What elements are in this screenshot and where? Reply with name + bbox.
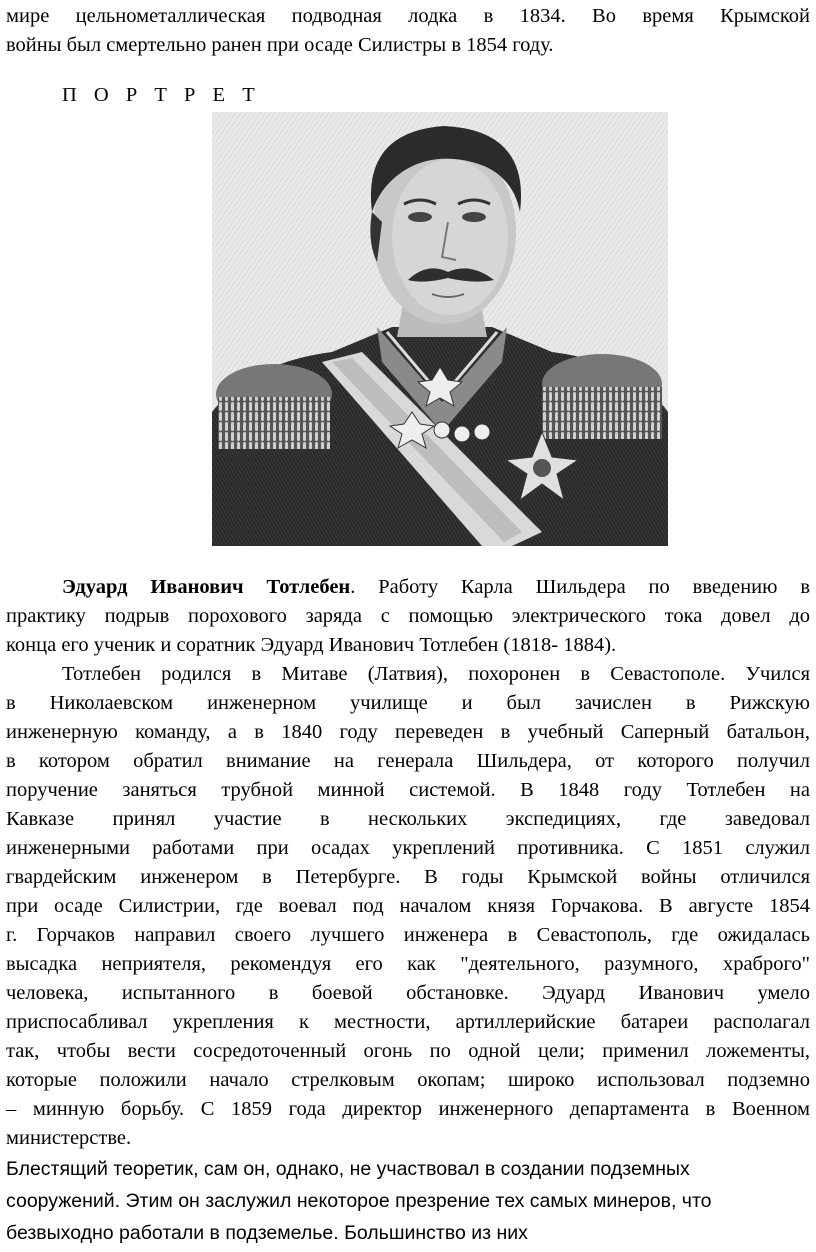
portrait-engraving-icon	[212, 112, 668, 546]
text-line: конца его ученик и соратник Эдуард Иванович Тотлебен (1818- 1884).	[6, 634, 617, 656]
text-fragment: . Работу Карла Шильдера по введению в	[350, 576, 810, 598]
text-line: инженерными работами при осадах укреплений противника. С 1851 служил	[6, 837, 810, 859]
text-line: г. Горчаков направил своего лучшего инженера в Севастополь, где ожидалась	[6, 924, 810, 946]
text-line: так, чтобы вести сосредоточенный огонь по одной цели; применил ложементы,	[6, 1040, 810, 1062]
text-line: в котором обратил внимание на генерала Шильдера, от которого получил	[6, 750, 810, 772]
text-line: – минную борьбу. С 1859 года директор инженерного департамента в Военном	[6, 1098, 810, 1120]
text-line: поручение заняться трубной минной системой. В 1848 году Тотлебен на	[6, 779, 810, 801]
paragraph-first-line	[62, 573, 810, 602]
text-line: министерстве.	[6, 1127, 132, 1149]
person-name: Эдуард Иванович Тотлебен	[62, 576, 351, 598]
text-line: высадка неприятеля, рекомендуя его как "деятельного, разумного, храброго"	[6, 953, 810, 975]
portrait-image	[212, 112, 668, 546]
text-line: гвардейским инженером в Петербурге. В годы Крымской войны отличился	[6, 866, 810, 888]
text-line: которые положили начало стрелковым окопам; широко использовал подземно	[6, 1069, 810, 1091]
text-line: приспосабливал укрепления к местности, артиллерийские батареи располагал	[6, 1011, 810, 1033]
text-line: мире цельнометаллическая подводная лодка в 1834. Во время Крымской	[6, 5, 810, 27]
text-line: Кавказе принял участие в нескольких экспедициях, где заведовал	[6, 808, 810, 830]
text-line: войны был смертельно ранен при осаде Силистры в 1854 году.	[6, 34, 554, 56]
text-line: при осаде Силистрии, где воевал под началом князя Горчакова. В августе 1854	[6, 895, 810, 917]
text-line: Тотлебен родился в Митаве (Латвия), похоронен в Севастополе. Учился	[62, 663, 810, 685]
text-line: сооружений. Этим он заслужил некоторое презрение тех самых минеров, что	[6, 1190, 712, 1212]
text-line: человека, испытанного в боевой обстановке. Эдуард Иванович умело	[6, 982, 810, 1004]
text-line: инженерную команду, а в 1840 году переведен в учебный Саперный батальон,	[6, 721, 810, 743]
text-line: в Николаевском инженерном училище и был зачислен в Рижскую	[6, 692, 810, 714]
text-line: безвыходно работали в подземелье. Большинство из них	[6, 1222, 528, 1244]
section-heading: П О Р Т Р Е Т	[62, 84, 261, 106]
text-line: практику подрыв порохового заряда с помощью электрического тока довел до	[6, 605, 810, 627]
text-line: Блестящий теоретик, сам он, однако, не участвовал в создании подземных	[6, 1158, 690, 1180]
